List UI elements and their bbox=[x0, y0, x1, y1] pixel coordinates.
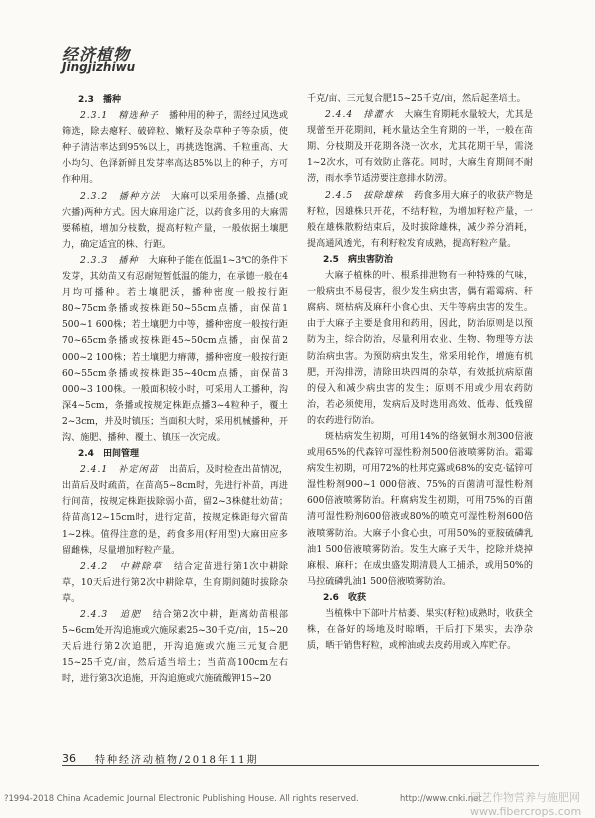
paragraph-continuation: 千克/亩、三元复合肥15~25千克/亩，然后起垄培土。 bbox=[307, 94, 526, 104]
paragraph-text: 大麻生育期耗水量较大，尤其是现蕾至开花期间，耗水量达全生育期的一半，一般在苗期、分枝期及开花期各浇一次水，尤其花期干旱，需浇1~2次水，可有效防止落花。同时，大麻生育期间不耐涝，雨水季节适涝要注意排水防涝。 bbox=[307, 110, 533, 185]
subsection-label: 2.4.3 追肥 bbox=[80, 610, 153, 620]
paragraph-text: 出苗后，及时检查出苗情况，出苗后及时疏苗，在苗高5~8cm时，先进行补苗，再进行间苗，按规定株距拔除弱小苗，留2~3株健壮幼苗；待苗高12~15cm时，进行定苗，按规定株距每穴留苗1~2株。值得注意的是，药食多用(籽用型)大麻田应多留雌株，尽量增加籽粒产量。 bbox=[62, 465, 288, 556]
footer-divider bbox=[62, 765, 539, 766]
subsection-label: 2.4.5 拔除雄株 bbox=[325, 190, 415, 201]
paragraph: 斑枯病发生初期，可用14%的络氨铜水剂300倍液或用65%的代森锌可湿性粉剂500倍液喷雾防治。霜霉病发生初期，可用72%的杜邦克露或68%的安克·锰锌可湿性粉剂900~1 000倍液、75%的百菌清可湿性粉剂600倍液喷雾防治。秆腐病发生初期，可用75%的百菌清可湿性粉剂600倍液或80%的喷克可湿性粉剂600倍液喷雾防治。大麻子小食心虫，可用50%的亚胺硫磷乳油1 500倍液喷雾防治。发生大麻子天牛，挖除并烧掉麻根、麻秆；在成虫盛发期清晨人工捕杀，或用50%的马拉硫磷乳油1 500倍液喷雾防治。 bbox=[307, 431, 533, 587]
subsection-label: 2.4.1 补定闲苗 bbox=[80, 465, 170, 476]
watermark-text: 园艺作物营养与施肥网 www.fibercrops.com bbox=[470, 791, 582, 818]
paragraph bbox=[62, 559, 288, 607]
page-number: 36 bbox=[62, 752, 76, 765]
right-column bbox=[307, 91, 533, 654]
paragraph bbox=[307, 188, 533, 252]
journal-pinyin: Jingjizhiwu bbox=[62, 60, 136, 74]
paragraph-text: 播种用的种子，需经过风选或筛选，除去瘪籽、破碎粒、嫩籽及杂草种子等杂质，使种子清洁率达到95%以上，再挑选饱满、千粒重高、大小均匀、色泽新鲜且发芽率高达85%以上的种子，方可作种用。 bbox=[62, 111, 288, 186]
section-heading: 2.6 收获 bbox=[323, 592, 366, 603]
subsection-label: 2.4.4 排灌水 bbox=[325, 110, 405, 121]
copyright-text: ?1994-2018 China Academic Journal Electronic Publishing House. All rights reserved. bbox=[4, 793, 359, 803]
paragraph-text: 结合定苗进行第1次中耕除草，10天后进行第2次中耕除草，生育期间随时拔除杂草。 bbox=[62, 561, 289, 604]
paragraph-text: 大麻种子能在低温1~3℃的条件下发芽，其幼苗又有忍耐短暂低温的能力，在承德一般在4月均可播种。若土壤肥沃，播种密度一般按行距80~75cm条播或按株距50~55cm点播，亩保苗1 500~1 600株；若土壤肥力中等，播种密度一般按行距70~65cm条播或按株距45~50cm点播，亩保苗2 000~2 100株；若土壤肥力瘠薄，播种密度一般按行距60~55cm条播或按株距35~40cm点播，亩保苗3 000~3 100株。一般面积较小时，可采用人工播种，沟深4~5cm，条播或按规定株距点播3~4粒种子，覆土2~3cm，并及时镇压；当面积大时，采用机械播种，开沟、施肥、播种、覆土、镇压一次完成。 bbox=[62, 255, 288, 443]
paragraph-text: 大麻可以采用条播、点播(或穴播)两种方式。因大麻用途广泛，以药食多用的大麻需要稀植，增加分枝数，提高籽粒产量，一般依据土壤肥力，确定适宜的株、行距。 bbox=[62, 191, 288, 250]
section-heading: 2.5 病虫害防治 bbox=[323, 254, 393, 265]
paragraph bbox=[62, 189, 288, 253]
section-heading: 2.4 田间管理 bbox=[78, 449, 139, 460]
section-heading: 2.3 播种 bbox=[78, 95, 121, 105]
paragraph: 大麻子植株的叶、根系排泄物有一种特殊的气味，一般病虫不易侵害，很少发生病虫害，偶有霜霉病、秆腐病、斑枯病及麻秆小食心虫、天牛等病虫害的发生。由于大麻子主要是食用和药用，因此，防治原则是以预防为主，综合防治，尽量利用农业、生物、物理等方法防治病虫害。为预防病虫发生，常采用轮作，增施有机肥，开沟排涝，清除田块四周的杂草，有效抵抗病原菌的侵入和减少病虫害的发生；原则不用或少用农药防治，若必须使用，发病后及时选用高效、低毒、低残留的农药进行防治。 bbox=[307, 271, 533, 426]
paragraph-text: 药食多用大麻子的收获产物是籽粒，因雄株只开花，不结籽粒，为增加籽粒产量，一般在雄株散粉结束后，及时拔除雄株，减少养分消耗，提高通风透光，有利籽粒发育成熟，提高籽粒产量。 bbox=[307, 190, 533, 249]
cnki-link[interactable]: http://www.cnki.net bbox=[400, 793, 482, 803]
paragraph-text: 结合第2次中耕，距离幼苗根部5~6cm处开沟追施或穴施尿素25~30千克/亩，15~20天后进行第2次追肥，开沟追施或穴施三元复合肥15~25千克/亩，然后适当培土；当苗高100cm左右时，进行第3次追施，开沟追施或穴施硫酸钾15~20 bbox=[62, 610, 288, 685]
journal-title: 经济植物 bbox=[62, 45, 131, 64]
copyright-bar bbox=[0, 789, 595, 818]
paragraph bbox=[62, 462, 288, 559]
paragraph bbox=[62, 253, 288, 446]
subsection-label: 2.3.3 播种 bbox=[80, 255, 149, 266]
paragraph bbox=[62, 108, 288, 188]
subsection-label: 2.3.2 播种方法 bbox=[80, 191, 172, 202]
paragraph: 当植株中下部叶片枯萎、果实(籽粒)成熟时，收获全株，在备好的场地及时晾晒，干后打下果实，去净杂质，晒干销售籽粒，或榨油或去皮药用或入库贮存。 bbox=[307, 609, 533, 652]
journal-issue: 特种经济动植物/2018年11期 bbox=[95, 755, 259, 766]
subsection-label: 2.4.2 中耕除草 bbox=[80, 561, 174, 572]
paragraph bbox=[62, 607, 288, 687]
subsection-label: 2.3.1 精选种子 bbox=[80, 111, 170, 122]
paragraph bbox=[307, 107, 533, 187]
left-column bbox=[62, 92, 288, 687]
